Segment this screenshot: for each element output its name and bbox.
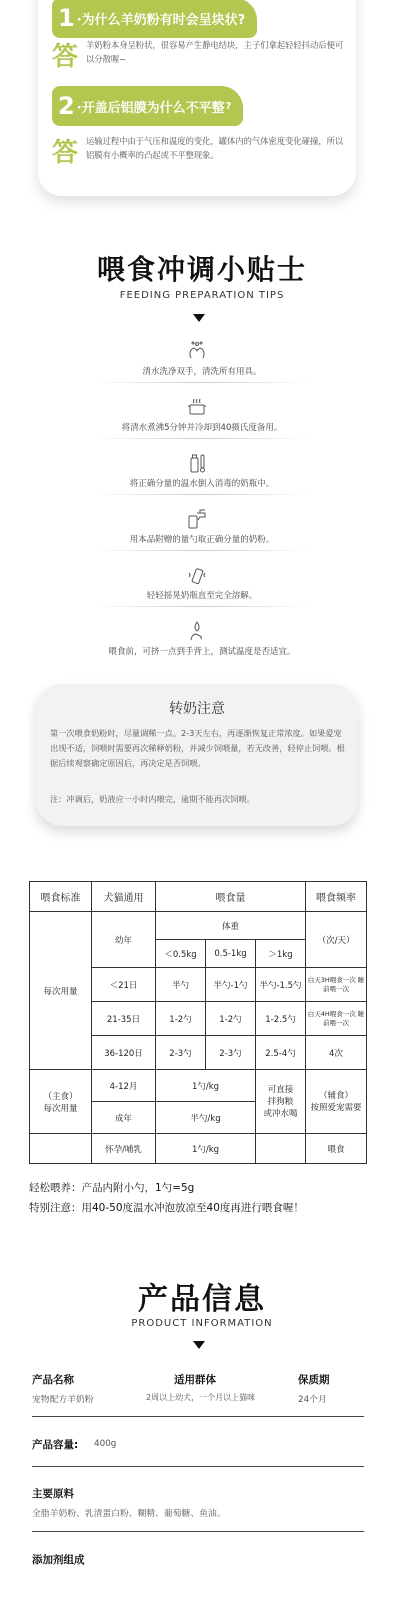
tip-step-text-1: 清水洗净双手，清洗所有用具。 [142,367,262,377]
tip-step-text-2: 将清水煮沸5分钟并冷却到40摄氏度备用。 [121,423,283,433]
capacity-label: 产品容量: [32,1439,79,1451]
age-cell: ＜21日 [92,968,156,1002]
amount-cell: 半勺/kg [156,1102,256,1134]
tip-step-text-3: 将正确分量的温水倒入消毒的奶瓶中。 [129,479,275,489]
faq-card [38,0,356,196]
divider [32,1466,364,1467]
frequency-cell: 白天3H喂食一次 睡前喂一次 [306,968,367,1002]
amount-cell: 半勺-1勺 [206,968,256,1002]
divider [94,382,310,383]
tip-step-text-6: 喂食前，可挤一点到手背上，测试温度是否适宜。 [108,647,296,657]
product-info-title: 产品信息 [138,1282,266,1317]
feeding-table [29,881,367,1164]
divider [94,494,310,495]
shelf-life-value: 24个月 [298,1395,327,1405]
age-cell: 成年 [92,1102,156,1134]
empty-cell [30,1134,92,1164]
empty-cell [256,1134,306,1164]
amount-cell: 2-3勺 [156,1036,206,1070]
target-group-label: 适用群体 [174,1374,216,1386]
switch-notice-note: 注：冲调后，奶液应一小时内喂完，逾期不能再次饲喂。 [50,794,255,804]
bottle-thermometer-icon [186,452,208,474]
boiling-pot-icon [186,396,208,418]
amount-cell: 半勺-1.5勺 [256,968,306,1002]
faq-question-1 [52,0,257,38]
target-group-value: 2周以上幼犬，一个月以上猫咪 [146,1393,256,1402]
table-header-frequency: 喂食频率 [306,882,367,912]
wash-hands-icon [186,340,208,362]
faq-question-2 [52,86,243,126]
product-name-label: 产品名称 [32,1374,74,1386]
frequency-cell: 4次 [306,1036,367,1070]
weight-range-2: 0.5-1kg [206,940,256,968]
amount-cell: 1-2.5勺 [256,1002,306,1036]
switch-notice-card [36,684,358,826]
shelf-life-label: 保质期 [298,1374,330,1386]
answer-mark-1: 答 [52,42,79,72]
amount-cell: 1勺/kg [156,1134,256,1164]
faq-number-2: 2 [58,92,75,120]
table-row [30,882,367,912]
age-cell: 36-120日 [92,1036,156,1070]
amount-cell: 2-3勺 [206,1036,256,1070]
easy-feeding-note: 轻松喂养：产品内附小勺，1勺=5g [29,1182,195,1194]
drop-hand-icon [186,620,208,642]
answer-mark-2: 答 [52,138,79,168]
divider [32,1531,364,1532]
tip-step-text-4: 用本品附赠的量勺取正确分量的奶粉。 [129,535,275,545]
table-row [30,912,367,940]
faq-number-1: 1 [58,4,75,32]
product-name-value: 宠物配方羊奶粉 [32,1395,94,1405]
amount-cell: 1-2勺 [206,1002,256,1036]
weight-range-3: ＞1kg [256,940,306,968]
tip-step-text-5: 轻轻摇晃奶瓶直至完全溶解。 [146,591,258,601]
age-cell: 4-12月 [92,1070,156,1102]
down-triangle-icon [193,314,205,322]
faq-question-text-2: ·开盖后铝膜为什么不平整 [76,100,225,116]
ingredients-label: 主要原料 [32,1488,74,1500]
amount-cell: 半勺 [156,968,206,1002]
frequency-cell: 白天4H喂食一次 睡前喂一次 [306,1002,367,1036]
divider [94,606,310,607]
faq-question-text-1: ·为什么羊奶粉有时会呈块状? [76,12,246,28]
amount-cell: 1-2勺 [156,1002,206,1036]
weight-cell: 体重 [156,912,306,940]
capacity-value: 400g [94,1439,117,1449]
faq-answer-1: 羊奶粉本身呈粉状，很容易产生静电结块，主子们拿起轻轻抖动后便可以分散喔~ [86,40,344,64]
faq-question-suffix-2: ? [225,100,232,112]
main-food-cell: （主食） 每次用量 [30,1070,92,1134]
frequency-cell: 喂食 [306,1134,367,1164]
ingredients-value: 全脂羊奶粉、乳清蛋白粉、糊精、葡萄糖、鱼油。 [32,1509,226,1519]
down-triangle-icon [193,1341,205,1349]
amount-cell: 1勺/kg [156,1070,256,1102]
youth-cell: 幼年 [92,912,156,968]
divider [94,550,310,551]
table-header-standard: 喂食标准 [30,882,92,912]
additives-label: 添加剂组成 [32,1554,85,1566]
times-per-day-cell: （次/天） [306,912,367,968]
switch-notice-title: 转奶注意 [169,701,225,717]
special-note: 特别注意：用40-50度温水冲泡放凉至40度再进行喂食喔！ [29,1202,304,1214]
per-serving-cell: 每次用量 [30,912,92,1070]
switch-notice-body: 第一次喂食奶粉时，尽量调稀一点。2-3天左右，再逐渐恢复正常浓度。如果爱宠出现不适，饲喂时需要再次稀释奶粉，并减少饲喂量，若无改善，轻停止饲喂。根据后续观察确定原因后，再决定是否饲喂。 [50,728,345,768]
weight-range-1: ＜0.5kg [156,940,206,968]
tips-subtitle: FEEDING PREPARATION TIPS [119,290,285,301]
faq-answer-2: 运输过程中由于气压和温度的变化，罐体内的气体密度变化碰撞，所以铝膜有小概率的凸起或不平整现象。 [86,136,344,160]
supplement-cell: （辅食） 按照爱宠需要 [306,1070,367,1134]
table-row [30,1070,367,1102]
shake-bottle-icon [186,564,208,586]
age-cell: 21-35日 [92,1002,156,1036]
table-row [30,1134,367,1164]
age-cell: 怀孕/哺乳 [92,1134,156,1164]
product-info-subtitle: PRODUCT INFORMATION [131,1318,273,1329]
table-header-amount: 喂食量 [156,882,306,912]
table-header-target: 犬猫通用 [92,882,156,912]
mix-note-cell: 可直接 拌狗粮 或冲水喝 [256,1070,306,1134]
amount-cell: 2.5-4勺 [256,1036,306,1070]
tips-title: 喂食冲调小贴士 [96,253,307,286]
scoop-icon [186,508,208,530]
divider [32,1416,364,1417]
divider [94,438,310,439]
